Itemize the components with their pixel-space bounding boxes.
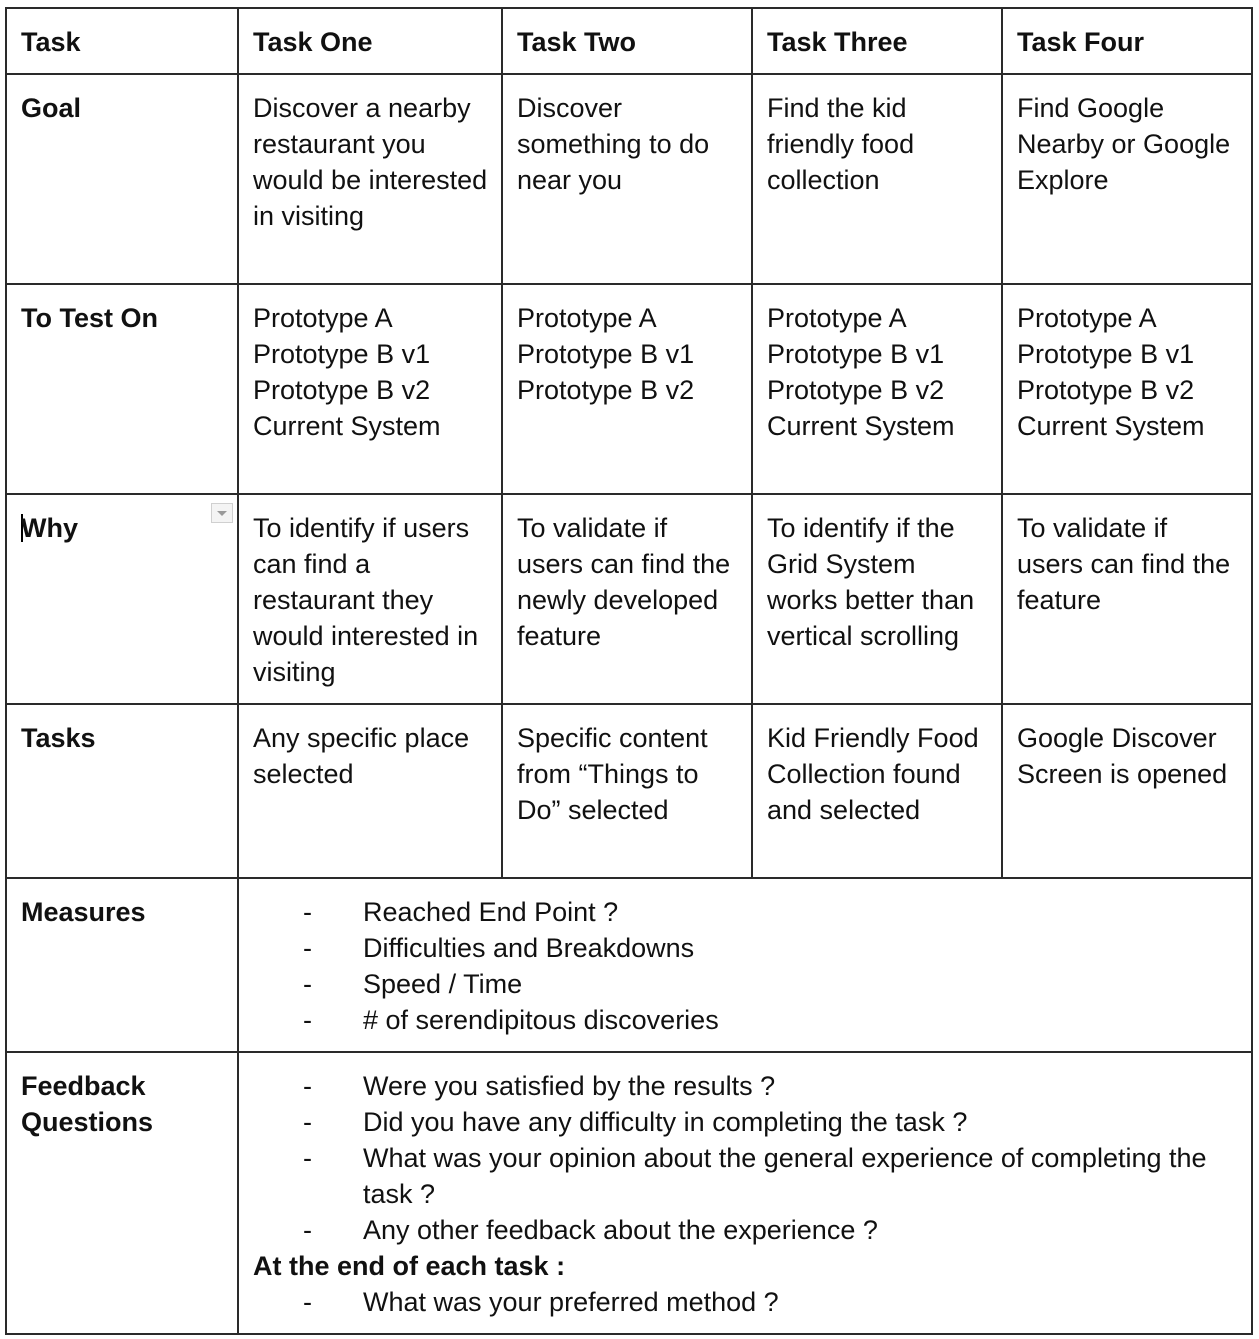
goal-task-one[interactable]: Discover a nearby restaurant you would be interested in visiting [238, 74, 502, 284]
why-label: Why [21, 513, 78, 543]
goal-task-three[interactable]: Find the kid friendly food collection [752, 74, 1002, 284]
dash-bullet: - [303, 1005, 312, 1035]
tasks-task-four[interactable]: Google Discover Screen is opened [1002, 704, 1252, 878]
test-on-item: Prototype A [517, 303, 657, 333]
cell-dropdown-icon[interactable] [211, 503, 233, 523]
why-task-three[interactable]: To identify if the Grid System works better than vertical scrolling [752, 494, 1002, 704]
measures-label[interactable]: Measures [6, 878, 238, 1052]
dash-bullet: - [303, 1143, 312, 1173]
why-task-two[interactable]: To validate if users can find the newly developed feature [502, 494, 752, 704]
header-task[interactable]: Task [6, 8, 238, 74]
test-on-item: Prototype B v1 [767, 339, 945, 369]
goal-row [6, 74, 1252, 284]
dash-bullet: - [303, 1071, 312, 1101]
why-task-one[interactable]: To identify if users can find a restaurant they would interested in visiting [238, 494, 502, 704]
measures-row [6, 878, 1252, 1052]
goal-task-two[interactable]: Discover something to do near you [502, 74, 752, 284]
end-of-task-heading: At the end of each task : [253, 1251, 566, 1281]
test-on-item: Prototype B v1 [1017, 339, 1195, 369]
test-on-task-four[interactable] [1002, 284, 1252, 494]
test-on-task-two[interactable] [502, 284, 752, 494]
task-plan-table [5, 7, 1253, 1335]
feedback-item: - Any other feedback about the experience ? [303, 1212, 1237, 1248]
tasks-label[interactable]: Tasks [6, 704, 238, 878]
header-task-one[interactable]: Task One [238, 8, 502, 74]
feedback-row [6, 1052, 1252, 1334]
header-task-four[interactable]: Task Four [1002, 8, 1252, 74]
test-on-item: Prototype A [253, 303, 393, 333]
test-on-label[interactable]: To Test On [6, 284, 238, 494]
test-on-item: Current System [767, 411, 955, 441]
goal-label[interactable]: Goal [6, 74, 238, 284]
goal-task-four[interactable]: Find Google Nearby or Google Explore [1002, 74, 1252, 284]
test-on-item: Prototype B v2 [517, 375, 695, 405]
why-label-cell[interactable] [6, 494, 238, 704]
measures-item: - Speed / Time [303, 966, 1237, 1002]
tasks-task-one[interactable]: Any specific place selected [238, 704, 502, 878]
feedback-list [253, 1068, 1237, 1248]
dash-bullet: - [303, 1287, 312, 1317]
test-on-item: Prototype B v1 [517, 339, 695, 369]
feedback-cell[interactable] [238, 1052, 1252, 1334]
test-on-item: Prototype B v2 [253, 375, 431, 405]
dash-bullet: - [303, 1107, 312, 1137]
test-on-task-three[interactable] [752, 284, 1002, 494]
measures-list [253, 894, 1237, 1038]
test-on-row [6, 284, 1252, 494]
tasks-task-two[interactable]: Specific content from “Things to Do” selected [502, 704, 752, 878]
dash-bullet: - [303, 933, 312, 963]
tasks-task-three[interactable]: Kid Friendly Food Collection found and selected [752, 704, 1002, 878]
test-on-item: Prototype B v2 [767, 375, 945, 405]
measures-item: - Difficulties and Breakdowns [303, 930, 1237, 966]
feedback-label: Feedback [21, 1071, 146, 1101]
tasks-row [6, 704, 1252, 878]
feedback-item: - Did you have any difficulty in completing the task ? [303, 1104, 1237, 1140]
header-row [6, 8, 1252, 74]
end-of-task-list [253, 1284, 1237, 1320]
test-on-item: Prototype A [1017, 303, 1157, 333]
test-on-task-one[interactable] [238, 284, 502, 494]
feedback-label: Questions [21, 1107, 154, 1137]
dash-bullet: - [303, 1215, 312, 1245]
test-on-item: Current System [1017, 411, 1205, 441]
feedback-item: - What was your opinion about the general experience of completing the task ? [303, 1140, 1237, 1212]
feedback-item: - Were you satisfied by the results ? [303, 1068, 1237, 1104]
dash-bullet: - [303, 969, 312, 999]
why-task-four[interactable]: To validate if users can find the feature [1002, 494, 1252, 704]
test-on-item: Prototype B v2 [1017, 375, 1195, 405]
test-on-item: Prototype B v1 [253, 339, 431, 369]
measures-item: - # of serendipitous discoveries [303, 1002, 1237, 1038]
header-task-two[interactable]: Task Two [502, 8, 752, 74]
test-on-item: Prototype A [767, 303, 907, 333]
dash-bullet: - [303, 897, 312, 927]
header-task-three[interactable]: Task Three [752, 8, 1002, 74]
feedback-label-cell[interactable] [6, 1052, 238, 1334]
why-row [6, 494, 1252, 704]
measures-cell[interactable] [238, 878, 1252, 1052]
measures-item: - Reached End Point ? [303, 894, 1237, 930]
end-of-task-item: - What was your preferred method ? [303, 1284, 1237, 1320]
test-on-item: Current System [253, 411, 441, 441]
